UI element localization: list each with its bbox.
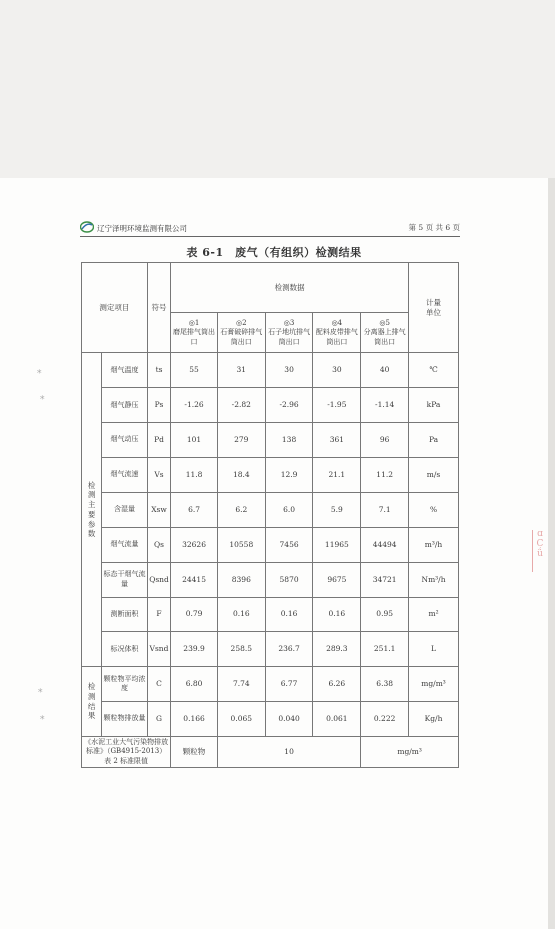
row-value: -1.95 <box>313 388 361 423</box>
row-value: 55 <box>171 353 218 388</box>
row-item: 含湿量 <box>102 492 148 527</box>
scan-mark: ⁎ <box>40 392 45 402</box>
standard-row <box>82 736 459 767</box>
point-name: 石子地坑排气筒出口 <box>268 328 311 346</box>
standard-unit: mg/m³ <box>361 736 459 767</box>
row-value: 0.95 <box>361 597 409 632</box>
table-row <box>82 702 459 737</box>
row-value: 18.4 <box>217 458 265 493</box>
seal-stamp-fragment: ɑ C ǘ <box>532 530 547 572</box>
row-value: 7.74 <box>217 667 265 702</box>
page-number: 第 5 页 共 6 页 <box>408 223 460 232</box>
row-value: -1.14 <box>361 388 409 423</box>
row-item: 颗粒物平均浓度 <box>102 667 148 702</box>
standard-pollutant: 颗粒物 <box>171 736 218 767</box>
row-value: 21.1 <box>313 458 361 493</box>
row-value: 251.1 <box>361 632 409 667</box>
row-value: 31 <box>217 353 265 388</box>
row-value: 0.16 <box>265 597 313 632</box>
row-unit: m² <box>409 597 459 632</box>
row-unit: % <box>409 492 459 527</box>
row-symbol: Qs <box>147 527 170 562</box>
point-no: ◎3 <box>283 318 295 327</box>
row-unit: Pa <box>409 423 459 458</box>
row-unit: ℃ <box>409 353 459 388</box>
row-symbol: C <box>147 667 170 702</box>
row-value: 6.2 <box>217 492 265 527</box>
row-value: 239.9 <box>171 632 218 667</box>
row-value: 6.7 <box>171 492 218 527</box>
row-unit: L <box>409 632 459 667</box>
row-value: 6.80 <box>171 667 218 702</box>
row-value: 44494 <box>361 527 409 562</box>
row-value: 0.16 <box>217 597 265 632</box>
group-label: 检 测 主 要 参 数 <box>87 480 96 539</box>
point-header <box>217 313 265 353</box>
table-row <box>82 527 459 562</box>
header-data: 检测数据 <box>171 263 409 313</box>
row-item: 烟气动压 <box>102 423 148 458</box>
point-no: ◎5 <box>379 318 390 327</box>
table-row <box>82 353 459 388</box>
scan-mark: ⁎ <box>38 685 43 695</box>
row-value: 40 <box>361 353 409 388</box>
scan-mark: ⁎ <box>37 366 42 376</box>
row-value: 0.061 <box>313 702 361 737</box>
row-symbol: G <box>147 702 170 737</box>
row-value: 0.222 <box>361 702 409 737</box>
point-no: ◎4 <box>331 318 343 327</box>
row-value: 11.2 <box>361 458 409 493</box>
row-item: 测断面积 <box>102 597 148 632</box>
row-value: 0.166 <box>171 702 218 737</box>
row-value: 0.16 <box>313 597 361 632</box>
row-value: 30 <box>313 353 361 388</box>
row-value: 11965 <box>313 527 361 562</box>
row-value: -1.26 <box>171 388 218 423</box>
row-value: 8396 <box>217 562 265 597</box>
table-row <box>82 458 459 493</box>
row-value: 96 <box>361 423 409 458</box>
results-table <box>81 262 459 768</box>
row-unit: m³/h <box>409 527 459 562</box>
row-value: 258.5 <box>217 632 265 667</box>
row-value: 32626 <box>171 527 218 562</box>
scan-mark: ⁎ <box>40 712 45 722</box>
row-symbol: Xsw <box>147 492 170 527</box>
row-value: 6.0 <box>265 492 313 527</box>
point-name: 石膏破碎排气筒出口 <box>220 328 263 346</box>
row-value: 10558 <box>217 527 265 562</box>
table-row <box>82 423 459 458</box>
group-cell <box>82 353 102 667</box>
row-unit: m/s <box>409 458 459 493</box>
row-item: 烟气流量 <box>102 527 148 562</box>
group-label: 检 测 结 果 <box>87 682 96 721</box>
row-unit: mg/m³ <box>409 667 459 702</box>
row-unit: Kg/h <box>409 702 459 737</box>
table-row <box>82 632 459 667</box>
row-item: 烟气流速 <box>102 458 148 493</box>
table-row <box>82 597 459 632</box>
row-value: 0.79 <box>171 597 218 632</box>
row-value: 289.3 <box>313 632 361 667</box>
row-value: 6.77 <box>265 667 313 702</box>
header-item: 测定项目 <box>82 263 148 353</box>
page-edge-shadow <box>548 178 555 929</box>
table-title: 表 6-1 废气（有组织）检测结果 <box>186 246 362 259</box>
row-item: 标况体积 <box>102 632 148 667</box>
row-item: 颗粒物排放量 <box>102 702 148 737</box>
row-value: 0.065 <box>217 702 265 737</box>
point-no: ◎1 <box>188 318 200 327</box>
row-value: 6.26 <box>313 667 361 702</box>
row-value: 6.38 <box>361 667 409 702</box>
row-symbol: ts <box>147 353 170 388</box>
row-value: 24415 <box>171 562 218 597</box>
row-symbol: F <box>147 597 170 632</box>
row-value: 5870 <box>265 562 313 597</box>
row-value: 11.8 <box>171 458 218 493</box>
standard-limit: 10 <box>217 736 360 767</box>
table-row <box>82 492 459 527</box>
group-cell <box>82 667 102 736</box>
row-value: 34721 <box>361 562 409 597</box>
table-row <box>82 388 459 423</box>
point-header <box>265 313 313 353</box>
standard-name: 《水泥工业大气污染物排放标准》（GB4915-2013）表 2 标准限值 <box>82 736 171 767</box>
row-value: -2.82 <box>217 388 265 423</box>
company-logo-icon <box>80 221 94 233</box>
header-unit-label: 计量单位 <box>426 297 442 317</box>
company-name: 辽宁泽明环境监测有限公司 <box>97 224 187 233</box>
row-unit: Nm³/h <box>409 562 459 597</box>
table-row <box>82 562 459 597</box>
header-symbol: 符号 <box>147 263 170 353</box>
point-header <box>361 313 409 353</box>
top-background <box>0 0 555 178</box>
point-header <box>313 313 361 353</box>
row-value: -2.96 <box>265 388 313 423</box>
row-symbol: Qsnd <box>147 562 170 597</box>
row-value: 361 <box>313 423 361 458</box>
row-item: 标态干烟气流量 <box>102 562 148 597</box>
header-unit <box>409 263 459 353</box>
row-symbol: Vsnd <box>147 632 170 667</box>
row-value: 9675 <box>313 562 361 597</box>
row-value: 101 <box>171 423 218 458</box>
row-value: 12.9 <box>265 458 313 493</box>
table-row <box>82 667 459 702</box>
row-value: 5.9 <box>313 492 361 527</box>
point-no: ◎2 <box>236 318 247 327</box>
point-header <box>171 313 218 353</box>
row-item: 烟气温度 <box>102 353 148 388</box>
row-unit: kPa <box>409 388 459 423</box>
point-name: 分离器上排气筒出口 <box>363 328 406 346</box>
row-value: 7456 <box>265 527 313 562</box>
row-symbol: Vs <box>147 458 170 493</box>
row-symbol: Ps <box>147 388 170 423</box>
row-value: 236.7 <box>265 632 313 667</box>
row-symbol: Pd <box>147 423 170 458</box>
row-value: 30 <box>265 353 313 388</box>
row-value: 7.1 <box>361 492 409 527</box>
row-value: 0.040 <box>265 702 313 737</box>
point-name: 配料皮带排气筒出口 <box>315 328 358 346</box>
row-item: 烟气静压 <box>102 388 148 423</box>
point-name: 磨尾排气筒出口 <box>173 328 216 346</box>
row-value: 279 <box>217 423 265 458</box>
header-divider <box>80 236 460 237</box>
row-value: 138 <box>265 423 313 458</box>
